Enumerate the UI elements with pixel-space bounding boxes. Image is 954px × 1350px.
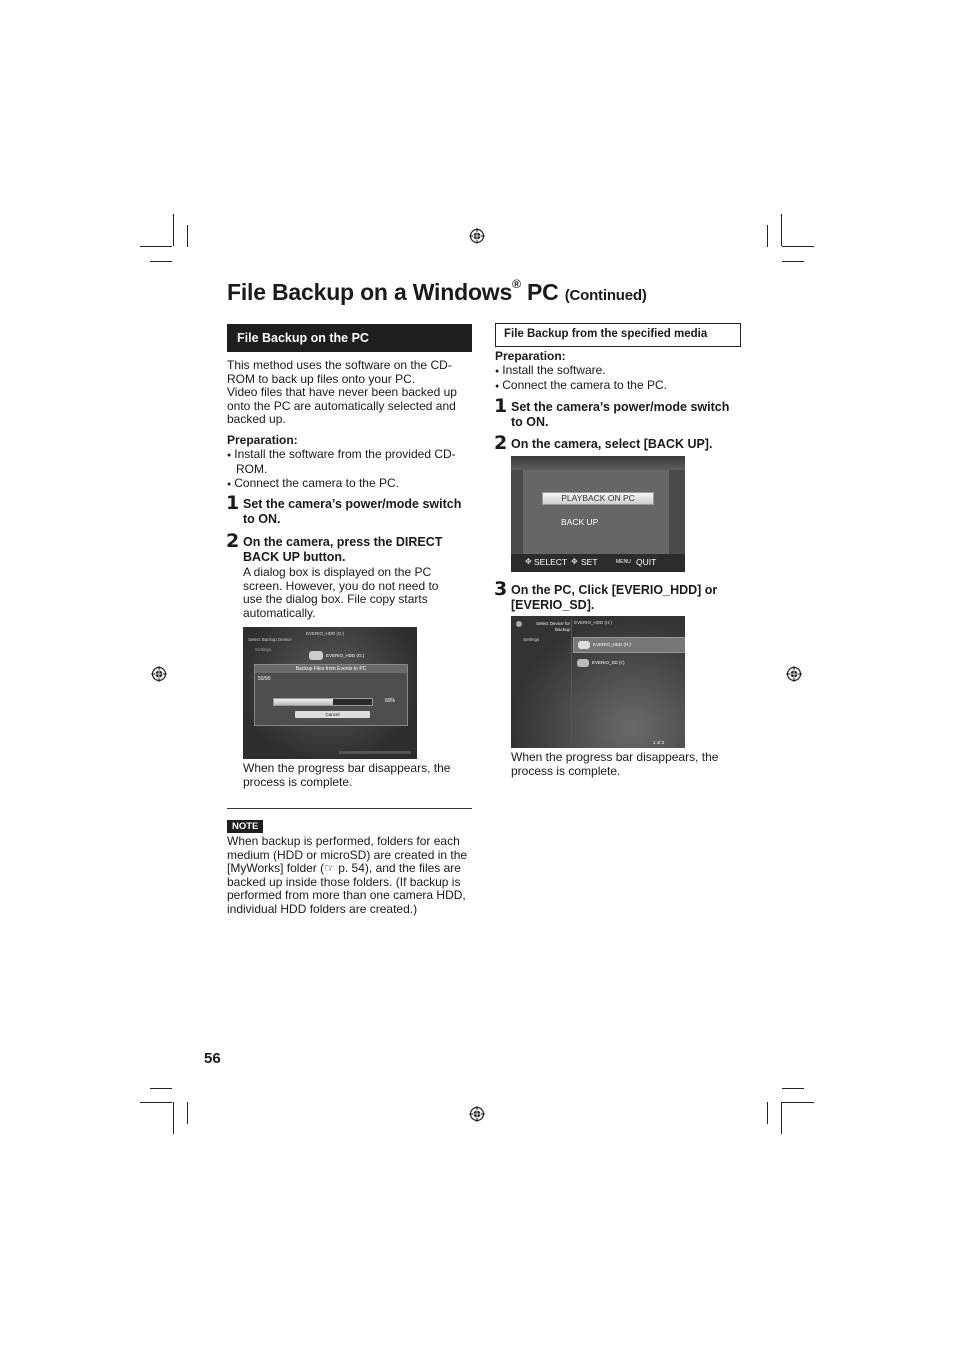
step-line: On the camera, press the DIRECT bbox=[243, 535, 443, 549]
app-logo-icon bbox=[516, 621, 522, 627]
text-line: use the dialog box. File copy starts bbox=[243, 592, 428, 607]
screen-footer-bar bbox=[339, 751, 411, 754]
caption-right bbox=[511, 751, 746, 778]
screen-header: Select Device for Backup bbox=[535, 621, 570, 632]
crop-mark bbox=[150, 261, 172, 262]
step-line: On the camera, select [BACK UP]. bbox=[511, 437, 713, 451]
screen-settings: Settings bbox=[255, 647, 272, 652]
camera-icon bbox=[309, 651, 323, 660]
preparation-label: Preparation: bbox=[227, 433, 298, 447]
title-pc: PC bbox=[520, 279, 559, 305]
crop-mark bbox=[140, 1102, 172, 1103]
cancel-button[interactable]: Cancel bbox=[295, 711, 370, 718]
prep-item: ● Connect the camera to the PC. bbox=[495, 379, 745, 395]
note-line: medium (HDD or microSD) are created in the bbox=[227, 847, 468, 862]
prep-item: ● Install the software. bbox=[495, 364, 745, 380]
device-label-top: EVERIO_HDD (G:) bbox=[306, 631, 345, 636]
column-divider bbox=[571, 619, 572, 744]
crop-mark bbox=[782, 246, 814, 247]
note-line: [MyWorks] folder (☞ p. 54), and the files are bbox=[227, 861, 461, 876]
section-heading-left: File Backup on the PC bbox=[227, 324, 472, 352]
intro-paragraph bbox=[227, 359, 477, 427]
crop-mark bbox=[782, 1102, 814, 1103]
crop-mark bbox=[173, 1102, 174, 1134]
prep-item: ● Connect the camera to the PC. bbox=[227, 477, 477, 493]
device-item-label: EVERIO_SD (I:) bbox=[592, 660, 625, 665]
progress-fill bbox=[274, 699, 333, 705]
step-text bbox=[243, 497, 478, 526]
registration-mark-icon bbox=[151, 666, 167, 682]
crop-mark bbox=[187, 225, 188, 247]
text-line: This method uses the software on the CD- bbox=[227, 358, 452, 372]
prep-item: ● Install the software from the provided CD- bbox=[227, 448, 477, 464]
text-line: ROM to back up files onto your PC. bbox=[227, 371, 416, 386]
note-line: When backup is performed, folders for each bbox=[227, 834, 460, 848]
dialog-title: Backup Files from Events to PC bbox=[255, 665, 407, 673]
device-item-everio-sd[interactable] bbox=[573, 656, 653, 670]
menu-item-playback-on-pc[interactable]: PLAYBACK ON PC bbox=[542, 492, 654, 505]
step-line: On the PC, Click [EVERIO_HDD] or bbox=[511, 583, 718, 597]
step-line: Set the camera’s power/mode switch bbox=[511, 400, 730, 414]
device-label: EVERIO_HDD (G:) bbox=[326, 653, 365, 658]
select-icon: ✥ bbox=[525, 557, 532, 566]
title-reg: ® bbox=[512, 277, 521, 292]
note-text bbox=[227, 835, 477, 917]
title-continued: (Continued) bbox=[564, 287, 647, 304]
camera-menu-screenshot bbox=[511, 456, 685, 572]
crop-mark bbox=[767, 225, 768, 247]
preparation-label: Preparation: bbox=[495, 349, 566, 363]
crop-mark bbox=[150, 1088, 172, 1089]
step-line: Set the camera’s power/mode switch bbox=[243, 497, 462, 511]
step-body bbox=[243, 566, 478, 620]
text-line: A dialog box is displayed on the PC bbox=[243, 565, 432, 579]
text-line: automatically. bbox=[243, 605, 316, 620]
progress-track bbox=[273, 698, 373, 706]
crop-mark bbox=[781, 1102, 782, 1134]
crop-mark bbox=[187, 1102, 188, 1124]
registration-mark-icon bbox=[469, 1106, 485, 1122]
text-line: backed up. bbox=[227, 412, 286, 427]
divider bbox=[227, 808, 472, 809]
backup-dialog bbox=[254, 664, 408, 726]
step-line: to ON. bbox=[243, 511, 281, 526]
step-text bbox=[511, 437, 746, 452]
menu-button-label: MENU bbox=[616, 559, 631, 565]
step-number: 1 bbox=[494, 395, 508, 417]
page-number: 56 bbox=[204, 1050, 221, 1067]
caption-line: process is complete. bbox=[243, 774, 353, 789]
title-main: File Backup on a Windows bbox=[227, 279, 513, 305]
note-line: backed up inside those folders. (If backup is bbox=[227, 874, 461, 889]
step-text bbox=[511, 400, 746, 429]
registration-mark-icon bbox=[786, 666, 802, 682]
screen-header: Select Backup Device bbox=[248, 637, 292, 642]
preparation-block-left bbox=[227, 434, 477, 492]
menu-item-back-up[interactable]: BACK UP bbox=[561, 517, 599, 527]
pager-label: 1 of 2 bbox=[653, 740, 665, 745]
progress-percent: 60% bbox=[385, 698, 396, 704]
caption-line: When the progress bar disappears, the bbox=[243, 761, 451, 775]
crop-mark bbox=[782, 261, 804, 262]
text-line: onto the PC are automatically selected and bbox=[227, 398, 456, 413]
step-text bbox=[243, 535, 478, 564]
section-heading-right: File Backup from the specified media bbox=[495, 323, 741, 347]
select-label: SELECT bbox=[534, 557, 568, 567]
step-text bbox=[511, 583, 746, 612]
backup-count: 50/90 bbox=[258, 676, 271, 682]
note-line: performed from more than one camera HDD, bbox=[227, 888, 466, 903]
screen-settings: Settings bbox=[523, 637, 540, 642]
text-line: screen. However, you do not need to bbox=[243, 578, 439, 593]
lcd-top-band bbox=[511, 456, 685, 470]
text-line: Video files that have never been backed up bbox=[227, 385, 457, 400]
crop-mark bbox=[140, 246, 172, 247]
device-item-label: EVERIO_HDD (H:) bbox=[593, 642, 632, 647]
step-number: 2 bbox=[226, 530, 240, 552]
crop-mark bbox=[767, 1102, 768, 1124]
camera-icon bbox=[578, 641, 590, 649]
menu-panel bbox=[523, 470, 669, 554]
caption-line: When the progress bar disappears, the bbox=[511, 750, 719, 764]
registration-mark-icon bbox=[469, 228, 485, 244]
device-item-everio-hdd[interactable] bbox=[573, 637, 685, 653]
note-line: individual HDD folders are created.) bbox=[227, 901, 418, 916]
caption-left bbox=[243, 762, 483, 789]
caption-line: process is complete. bbox=[511, 763, 621, 778]
crop-mark bbox=[782, 1088, 804, 1089]
step-number: 2 bbox=[494, 432, 508, 454]
crop-mark bbox=[781, 214, 782, 246]
page-title bbox=[227, 279, 647, 306]
crop-mark bbox=[173, 214, 174, 246]
camera-icon bbox=[577, 659, 589, 667]
note-badge: NOTE bbox=[227, 820, 263, 833]
step-number: 3 bbox=[494, 578, 508, 600]
quit-label: QUIT bbox=[636, 557, 657, 567]
set-icon: ✥ bbox=[571, 557, 578, 566]
step-line: BACK UP button. bbox=[243, 549, 346, 564]
pc-device-select-screenshot bbox=[511, 616, 685, 748]
prep-item-continued: ROM. bbox=[236, 462, 268, 477]
step-number: 1 bbox=[226, 492, 240, 514]
step-line: to ON. bbox=[511, 414, 549, 429]
set-label: SET bbox=[581, 557, 598, 567]
preparation-block-right bbox=[495, 350, 745, 395]
pc-backup-screenshot bbox=[243, 627, 417, 759]
device-label-top: EVERIO_HDD (H:) bbox=[574, 620, 613, 625]
step-line: [EVERIO_SD]. bbox=[511, 597, 595, 612]
